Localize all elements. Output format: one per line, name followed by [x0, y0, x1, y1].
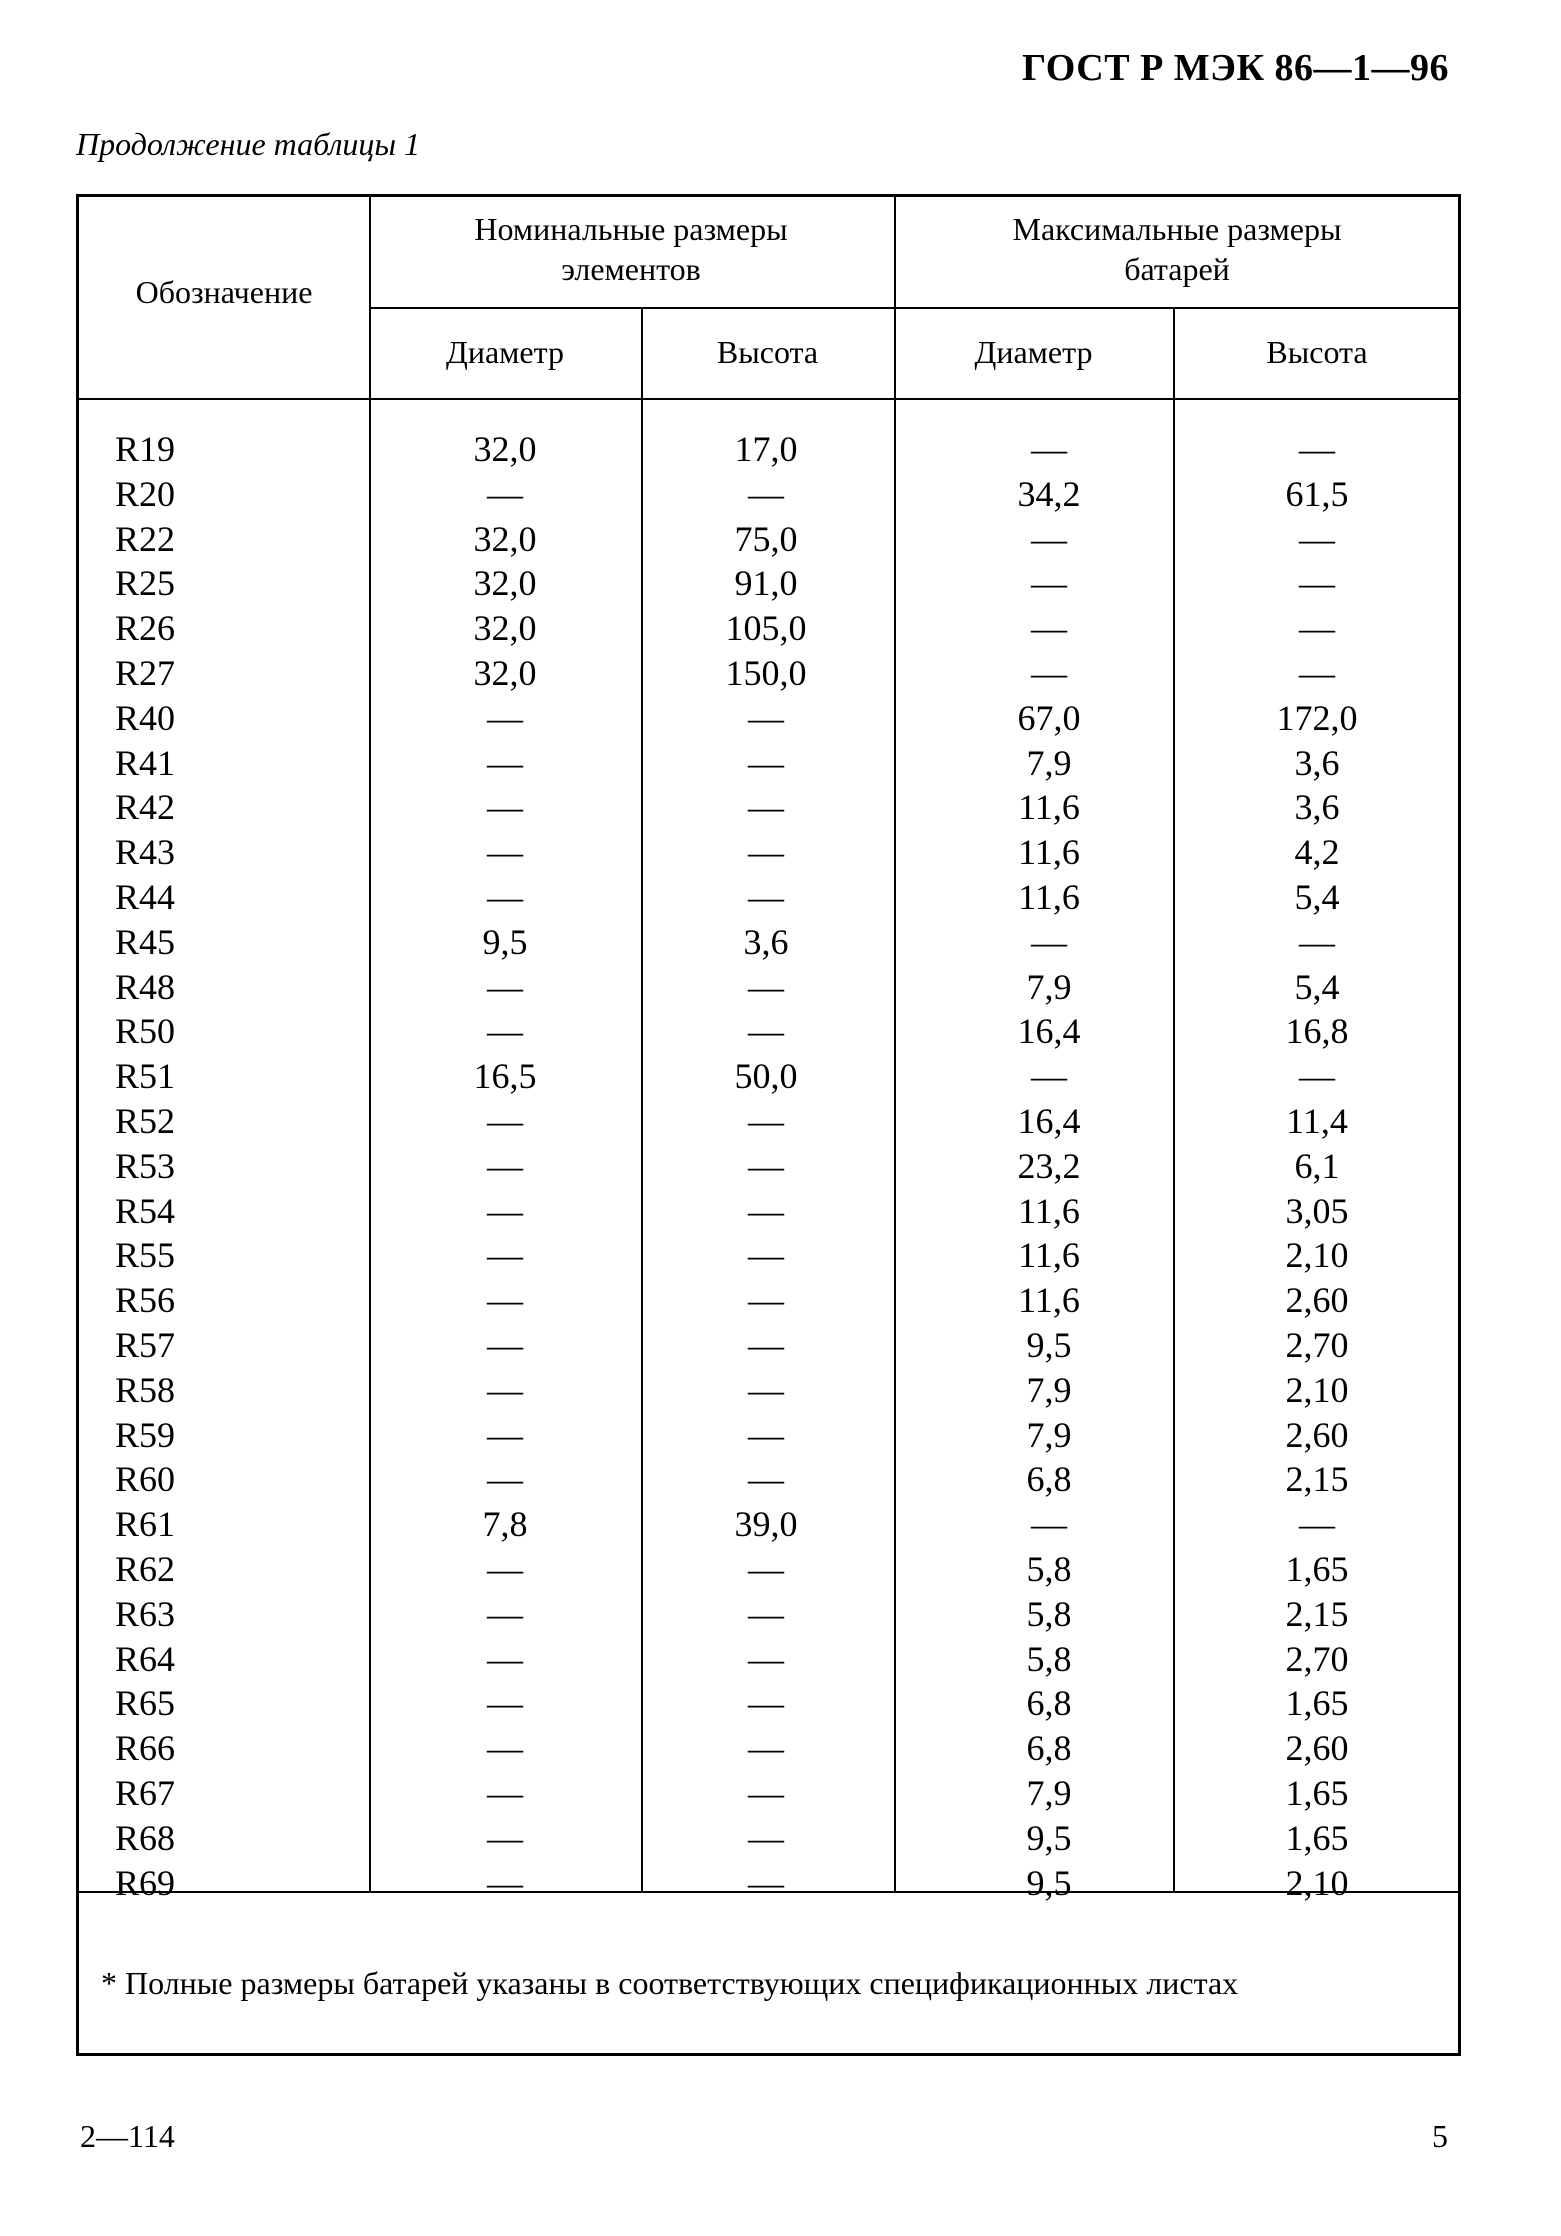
cell-designation: R45: [115, 921, 176, 962]
cell-nominal-height: —: [748, 1862, 784, 1903]
cell-nominal-diameter: —: [487, 787, 523, 828]
cell-nominal-diameter: 32,0: [473, 608, 537, 649]
sub-header-max-diameter: Диаметр: [974, 334, 1093, 370]
cell-max-height: 1,65: [1285, 1549, 1349, 1589]
cell-max-height: 1,65: [1285, 1773, 1349, 1813]
cell-nominal-diameter: —: [487, 1414, 523, 1455]
cell-max-height: 2,60: [1285, 1280, 1349, 1321]
cell-max-height: 2,70: [1285, 1638, 1349, 1679]
cell-nominal-diameter: 32,0: [473, 518, 537, 559]
cell-max-diameter: 7,9: [1026, 1369, 1072, 1410]
cell-max-diameter: 5,8: [1026, 1549, 1072, 1589]
cell-max-diameter: 11,6: [1018, 1235, 1080, 1276]
cell-max-diameter: —: [1031, 563, 1067, 604]
table-continuation-label: Продолжение таблицы 1: [76, 126, 421, 162]
cell-max-height: —: [1299, 1056, 1335, 1097]
cell-designation: R48: [115, 966, 176, 1007]
cell-nominal-height: 50,0: [734, 1056, 798, 1097]
page-number: 5: [1432, 2118, 1448, 2154]
cell-max-height: 16,8: [1285, 1011, 1349, 1052]
cell-nominal-diameter: —: [487, 1145, 523, 1186]
cell-max-height: 2,70: [1285, 1325, 1349, 1365]
cell-max-diameter: 16,4: [1017, 1011, 1081, 1052]
cell-nominal-diameter: 9,5: [482, 921, 528, 962]
cell-max-diameter: 5,8: [1026, 1638, 1072, 1679]
cell-designation: R43: [115, 832, 176, 873]
cell-nominal-height: —: [748, 1773, 784, 1813]
cell-max-diameter: 67,0: [1017, 697, 1081, 738]
cell-max-diameter: 7,9: [1026, 1773, 1072, 1813]
cell-designation: R69: [115, 1862, 176, 1903]
col-header-designation: Обозначение: [135, 274, 313, 310]
cell-nominal-height: —: [748, 1683, 784, 1724]
cell-nominal-height: —: [748, 832, 784, 873]
cell-max-height: 1,65: [1285, 1683, 1349, 1724]
cell-nominal-height: —: [748, 473, 784, 514]
cell-designation: R55: [115, 1235, 176, 1276]
sub-header-nominal-diameter: Диаметр: [446, 334, 564, 370]
cell-nominal-height: —: [748, 1280, 784, 1321]
cell-max-diameter: 9,5: [1026, 1862, 1072, 1903]
cell-nominal-height: —: [748, 1011, 784, 1052]
cell-nominal-diameter: —: [487, 1325, 523, 1365]
cell-max-height: —: [1299, 653, 1335, 693]
cell-nominal-height: —: [748, 1593, 784, 1634]
cell-nominal-diameter: —: [487, 1280, 523, 1321]
column-divider: [369, 197, 371, 1891]
cell-nominal-diameter: —: [487, 1190, 523, 1231]
cell-nominal-diameter: —: [487, 1683, 523, 1724]
cell-max-diameter: 6,8: [1026, 1459, 1072, 1500]
cell-nominal-height: 3,6: [743, 921, 789, 962]
table-footnote: * Полные размеры батарей указаны в соответствующих спецификационных листах: [101, 1965, 1239, 2001]
cell-designation: R40: [115, 697, 176, 738]
cell-nominal-height: —: [748, 1145, 784, 1186]
cell-nominal-height: 39,0: [734, 1504, 798, 1545]
cell-nominal-diameter: 7,8: [482, 1504, 528, 1545]
cell-nominal-height: —: [748, 1817, 784, 1858]
cell-designation: R59: [115, 1414, 176, 1455]
print-code: 2—114: [80, 2118, 175, 2154]
cell-max-height: 2,15: [1285, 1593, 1349, 1634]
cell-nominal-diameter: 16,5: [473, 1056, 537, 1097]
cell-max-height: 2,15: [1285, 1459, 1349, 1500]
cell-designation: R22: [115, 518, 176, 559]
cell-max-height: —: [1299, 608, 1335, 649]
cell-max-diameter: 9,5: [1026, 1817, 1072, 1858]
cell-max-diameter: 6,8: [1026, 1683, 1072, 1724]
cell-max-diameter: 16,4: [1017, 1101, 1081, 1141]
cell-nominal-diameter: —: [487, 1369, 523, 1410]
cell-designation: R61: [115, 1504, 176, 1545]
cell-nominal-height: —: [748, 1638, 784, 1679]
cell-nominal-height: —: [748, 1549, 784, 1589]
cell-max-diameter: 7,9: [1026, 966, 1072, 1007]
cell-nominal-height: —: [748, 697, 784, 738]
cell-nominal-diameter: —: [487, 1011, 523, 1052]
cell-nominal-diameter: —: [487, 1459, 523, 1500]
cell-nominal-diameter: —: [487, 742, 523, 783]
cell-max-diameter: —: [1031, 518, 1067, 559]
cell-designation: R50: [115, 1011, 176, 1052]
cell-nominal-height: 105,0: [725, 608, 807, 649]
cell-max-diameter: 34,2: [1017, 473, 1081, 514]
cell-nominal-diameter: —: [487, 1862, 523, 1903]
cell-nominal-diameter: —: [487, 1549, 523, 1589]
cell-max-diameter: —: [1031, 1504, 1067, 1545]
column-divider: [641, 307, 643, 1891]
cell-designation: R56: [115, 1280, 176, 1321]
cell-max-diameter: —: [1031, 1056, 1067, 1097]
cell-nominal-height: —: [748, 1235, 784, 1276]
sub-header-max-height: Высота: [1266, 334, 1368, 370]
cell-designation: R68: [115, 1817, 176, 1858]
cell-nominal-height: 150,0: [725, 653, 807, 693]
standard-code: ГОСТ Р МЭК 86—1—96: [1022, 47, 1449, 89]
cell-nominal-diameter: —: [487, 966, 523, 1007]
cell-designation: R25: [115, 563, 176, 604]
cell-max-height: 6,1: [1294, 1145, 1340, 1186]
cell-nominal-height: —: [748, 1414, 784, 1455]
cell-nominal-height: 75,0: [734, 518, 798, 559]
sub-header-nominal-height: Высота: [716, 334, 819, 370]
cell-max-height: —: [1299, 563, 1335, 604]
cell-max-diameter: 7,9: [1026, 742, 1072, 783]
cell-designation: R26: [115, 608, 176, 649]
cell-nominal-height: —: [748, 1459, 784, 1500]
cell-max-height: 5,4: [1294, 877, 1340, 917]
cell-nominal-diameter: —: [487, 1728, 523, 1769]
cell-nominal-height: —: [748, 1190, 784, 1231]
cell-nominal-diameter: —: [487, 1101, 523, 1141]
cell-max-height: 3,6: [1294, 787, 1340, 828]
cell-nominal-height: —: [748, 1325, 784, 1365]
cell-designation: R44: [115, 877, 176, 917]
cell-max-height: 2,10: [1285, 1235, 1349, 1276]
cell-designation: R64: [115, 1638, 176, 1679]
cell-nominal-diameter: 32,0: [473, 429, 537, 469]
cell-nominal-diameter: —: [487, 832, 523, 873]
cell-nominal-height: —: [748, 1369, 784, 1410]
cell-nominal-diameter: —: [487, 1638, 523, 1679]
cell-max-diameter: 11,6: [1018, 787, 1080, 828]
cell-max-height: 2,60: [1285, 1414, 1349, 1455]
cell-max-diameter: 11,6: [1018, 832, 1080, 873]
cell-max-height: —: [1299, 1504, 1335, 1545]
cell-max-height: 61,5: [1285, 473, 1349, 514]
cell-designation: R66: [115, 1728, 176, 1769]
cell-max-height: 11,4: [1286, 1101, 1348, 1141]
cell-designation: R58: [115, 1369, 176, 1410]
cell-max-diameter: —: [1031, 653, 1067, 693]
cell-nominal-diameter: —: [487, 877, 523, 917]
cell-nominal-height: 91,0: [734, 563, 798, 604]
cell-nominal-height: —: [748, 1728, 784, 1769]
cell-nominal-height: —: [748, 877, 784, 917]
cell-max-diameter: 11,6: [1018, 1280, 1080, 1321]
cell-max-height: 2,10: [1285, 1369, 1349, 1410]
cell-nominal-height: 17,0: [734, 429, 798, 469]
cell-max-height: —: [1299, 518, 1335, 559]
cell-designation: R53: [115, 1145, 176, 1186]
cell-designation: R19: [115, 429, 176, 469]
cell-nominal-diameter: —: [487, 473, 523, 514]
cell-nominal-height: —: [748, 787, 784, 828]
cell-designation: R57: [115, 1325, 176, 1365]
cell-max-height: 2,60: [1285, 1728, 1349, 1769]
cell-max-diameter: 23,2: [1017, 1145, 1081, 1186]
cell-designation: R54: [115, 1190, 176, 1231]
cell-designation: R42: [115, 787, 176, 828]
cell-nominal-diameter: —: [487, 1235, 523, 1276]
cell-nominal-diameter: 32,0: [473, 563, 537, 604]
header-bottom-rule: [79, 398, 1461, 400]
cell-max-diameter: 9,5: [1026, 1325, 1072, 1365]
group-header-max: Максимальные размеры батарей: [1012, 211, 1342, 287]
cell-designation: R63: [115, 1593, 176, 1634]
column-divider: [894, 197, 896, 1891]
cell-max-height: 5,4: [1294, 966, 1340, 1007]
cell-max-diameter: —: [1031, 608, 1067, 649]
cell-nominal-diameter: 32,0: [473, 653, 537, 693]
cell-designation: R65: [115, 1683, 176, 1724]
cell-max-height: —: [1299, 921, 1335, 962]
cell-max-height: 3,6: [1294, 742, 1340, 783]
cell-max-height: 1,65: [1285, 1817, 1349, 1858]
cell-designation: R20: [115, 473, 176, 514]
cell-nominal-diameter: —: [487, 1773, 523, 1813]
cell-max-diameter: 7,9: [1026, 1414, 1072, 1455]
cell-max-height: 4,2: [1294, 832, 1340, 873]
header-group-divider: [369, 307, 1461, 309]
cell-max-height: 172,0: [1276, 697, 1358, 738]
column-divider: [1173, 307, 1175, 1891]
cell-designation: R60: [115, 1459, 176, 1500]
cell-max-height: —: [1299, 429, 1335, 469]
cell-designation: R67: [115, 1773, 176, 1813]
cell-nominal-diameter: —: [487, 1817, 523, 1858]
cell-designation: R52: [115, 1101, 176, 1141]
dimensions-table: [76, 194, 1461, 2056]
cell-designation: R27: [115, 653, 176, 693]
cell-max-diameter: —: [1031, 921, 1067, 962]
cell-designation: R51: [115, 1056, 176, 1097]
cell-nominal-height: —: [748, 742, 784, 783]
cell-nominal-height: —: [748, 966, 784, 1007]
cell-nominal-diameter: —: [487, 1593, 523, 1634]
group-header-nominal: Номинальные размеры элементов: [474, 211, 788, 287]
cell-designation: R41: [115, 742, 176, 783]
cell-nominal-height: —: [748, 1101, 784, 1141]
cell-max-diameter: 5,8: [1026, 1593, 1072, 1634]
cell-max-height: 2,10: [1285, 1862, 1349, 1903]
cell-nominal-diameter: —: [487, 697, 523, 738]
cell-designation: R62: [115, 1549, 176, 1589]
cell-max-diameter: 11,6: [1018, 1190, 1080, 1231]
cell-max-diameter: 11,6: [1018, 877, 1080, 917]
cell-max-height: 3,05: [1285, 1190, 1349, 1231]
cell-max-diameter: —: [1031, 429, 1067, 469]
cell-max-diameter: 6,8: [1026, 1728, 1072, 1769]
